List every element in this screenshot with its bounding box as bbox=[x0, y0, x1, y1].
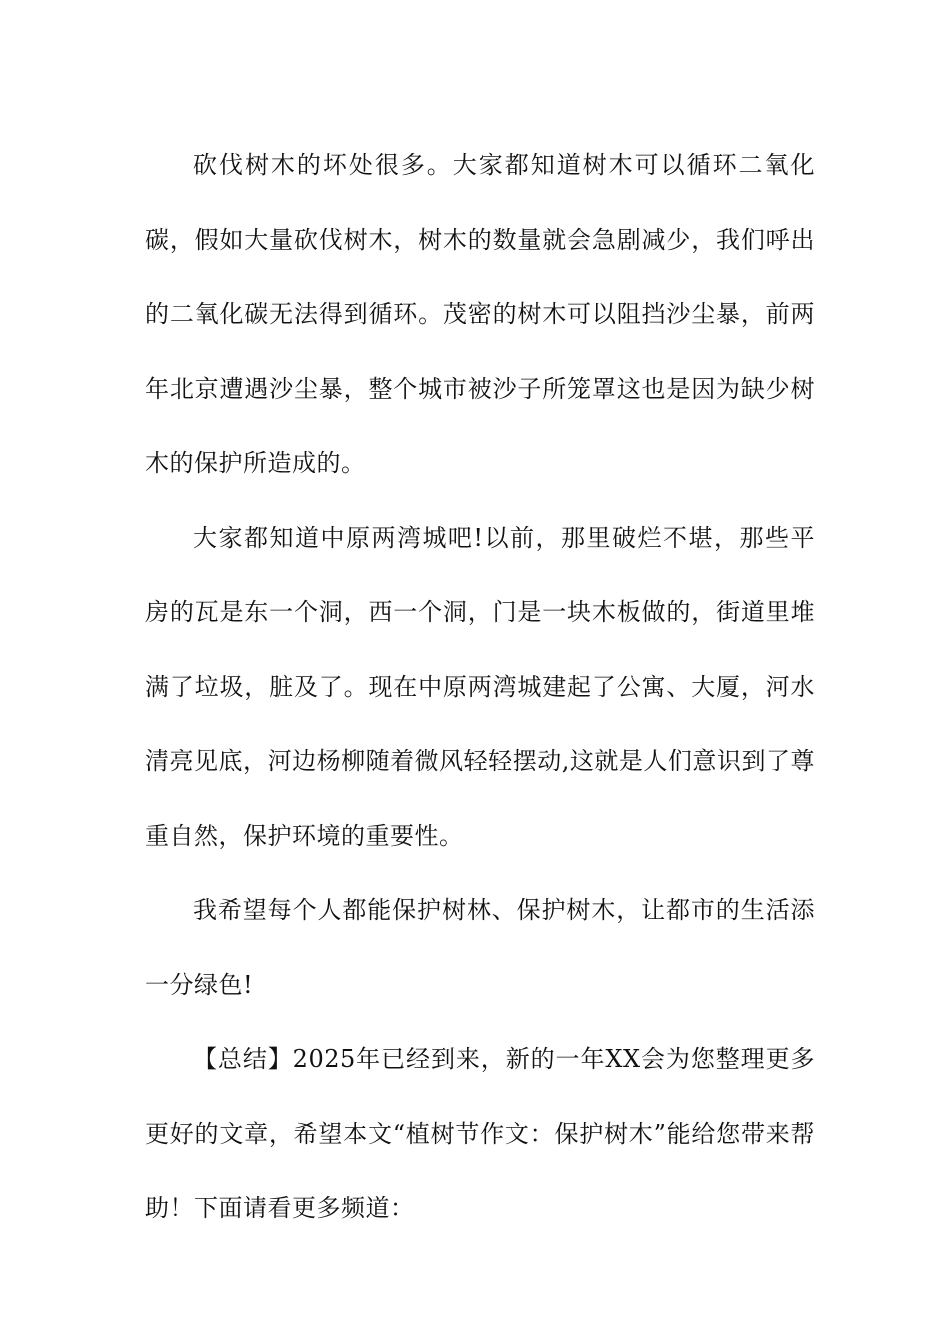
paragraph-summary: 【总结】2025年已经到来，新的一年XX会为您整理更多更好的文章，希望本文“植树节作文：保护树木”能给您带来帮助！下面请看更多频道： bbox=[145, 1045, 815, 1222]
paragraph-tree-felling-harm: 砍伐树木的坏处很多。大家都知道树木可以循环二氧化碳，假如大量砍伐树木，树木的数量就会急剧减少，我们呼出的二氧化碳无法得到循环。茂密的树木可以阻挡沙尘暴，前两年北京遭遇沙尘暴，整个城市被沙子所笼罩这也是因为缺少树木的保护所造成的。 bbox=[145, 151, 815, 477]
document-body bbox=[145, 128, 815, 1246]
paragraph-hope: 我希望每个人都能保护树林、保护树木，让都市的生活添一分绿色! bbox=[145, 896, 815, 999]
paragraph-liangwan-city: 大家都知道中原两湾城吧!以前，那里破烂不堪，那些平房的瓦是东一个洞，西一个洞，门是一块木板做的，街道里堆满了垃圾，脏及了。现在中原两湾城建起了公寓、大厦，河水清亮见底，河边杨柳随着微风轻轻摆动,这就是人们意识到了尊重自然，保护环境的重要性。 bbox=[145, 523, 815, 850]
